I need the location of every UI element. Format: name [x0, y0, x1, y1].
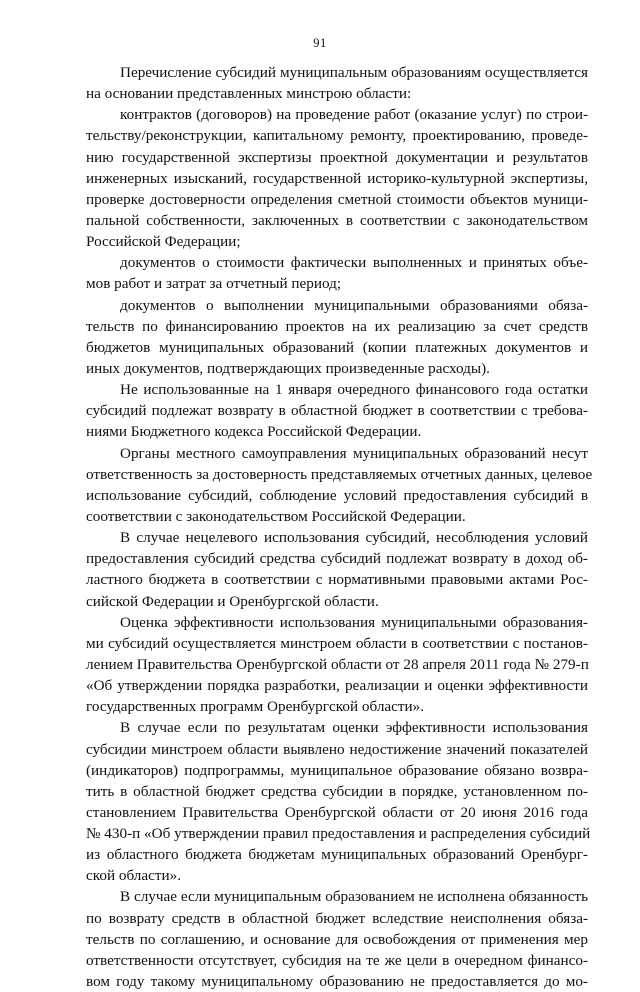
text-line: ластного бюджета в соответствии с нормативными правовыми актами Рос- — [86, 571, 588, 589]
text-line: Перечисление субсидий муниципальным образованиям осуществляется — [120, 64, 588, 81]
text-line: проверке достоверности определения сметной стоимости объектов муници- — [86, 190, 588, 208]
text-line: пальной собственности, заключенных в соответствии с законодательством — [86, 211, 588, 229]
text-line: на основании представленных минстрою области: — [86, 85, 412, 103]
paragraph — [86, 379, 588, 442]
text-line: Органы местного самоуправления муниципальных образований несут — [120, 444, 588, 462]
document-body — [86, 62, 593, 992]
paragraph — [86, 62, 588, 104]
text-line: ской области». — [86, 867, 182, 885]
text-line: мов работ и затрат за отчетный период; — [86, 275, 342, 293]
paragraph — [86, 252, 588, 294]
paragraph — [86, 295, 588, 380]
text-line: контрактов (договоров) на проведение работ (оказание услуг) по строи- — [120, 106, 588, 124]
text-line: ответственности отсутствует, субсидия на те же цели в очередном финансо- — [86, 951, 588, 969]
text-line: документов о стоимости фактически выполненных и принятых объе- — [120, 254, 588, 272]
text-line: становлением Правительства Оренбургской области от 20 июня 2016 года — [86, 803, 588, 821]
text-line: № 430-п «Об утверждении правил предоставления и распределения субсидий — [86, 825, 591, 843]
text-line: по возврату средств в областной бюджет вследствие неисполнения обяза- — [86, 909, 588, 927]
text-line: тельству/реконструкции, капитальному ремонту, проектированию, проведе- — [86, 127, 588, 145]
text-line: субсидии минстроем области выявлено недостижение значений показателей — [86, 740, 588, 758]
text-line: Не использованные на 1 января очередного финансового года остатки — [120, 381, 588, 399]
text-line: Оценка эффективности использования муниципальными образования- — [120, 613, 588, 631]
text-line: В случае если муниципальным образованием не исполнена обязанность — [120, 888, 588, 906]
text-line: ми субсидий осуществляется минстроем области в соответствии с постанов- — [86, 634, 588, 652]
text-line: В случае если по результатам оценки эффективности использования — [120, 719, 588, 737]
text-line: бюджетов муниципальных образований (копии платежных документов и — [86, 338, 588, 356]
text-line: тельств по соглашению, и основание для освобождения от применения мер — [86, 930, 588, 948]
text-line: инженерных изысканий, государственной историко-культурной экспертизы, — [86, 169, 588, 187]
text-line: лением Правительства Оренбургской области от 28 апреля 2011 года № 279-п — [86, 655, 589, 673]
text-line: ответственность за достоверность представляемых отчетных данных, целевое — [86, 465, 593, 483]
text-line: «Об утверждении порядка разработки, реализации и оценки эффективности — [86, 677, 588, 695]
text-line: ниями Бюджетного кодекса Российской Федерации. — [86, 423, 422, 441]
text-line: субсидий подлежат возврату в областной бюджет в соответствии с требова- — [86, 402, 588, 420]
text-line: сийской Федерации и Оренбургской области. — [86, 592, 379, 610]
paragraph — [86, 886, 588, 992]
text-line: тельств по финансированию проектов на их реализацию за счет средств — [86, 317, 588, 335]
text-line: вом году такому муниципальному образованию не предоставляется до мо- — [86, 973, 588, 991]
paragraph — [86, 717, 591, 886]
text-line: использование субсидий, соблюдение условий предоставления субсидий в — [86, 486, 588, 504]
text-line: из областного бюджета бюджетам муниципальных образований Оренбург- — [86, 846, 588, 864]
text-line: государственных программ Оренбургской области». — [86, 698, 425, 716]
text-line: предоставления субсидий средства субсидий подлежат возврату в доход об- — [86, 550, 588, 568]
text-line: иных документов, подтверждающих произведенные расходы). — [86, 359, 490, 377]
text-line: тить в областной бюджет средства субсидии в порядке, установленном по- — [86, 782, 588, 800]
paragraph — [86, 443, 593, 528]
paragraph — [86, 612, 588, 718]
text-line: В случае нецелевого использования субсидий, несоблюдения условий — [120, 529, 588, 547]
text-line: соответствии с законодательством Российской Федерации. — [86, 507, 466, 525]
text-line: документов о выполнении муниципальными образованиями обяза- — [120, 296, 588, 314]
paragraph — [86, 104, 588, 252]
text-line: (индикаторов) подпрограммы, муниципальное образование обязано возвра- — [86, 761, 588, 779]
paragraph — [86, 527, 588, 612]
text-line: Российской Федерации; — [86, 233, 241, 251]
text-line: нию государственной экспертизы проектной документации и результатов — [86, 148, 588, 166]
page-number: 91 — [313, 36, 327, 50]
